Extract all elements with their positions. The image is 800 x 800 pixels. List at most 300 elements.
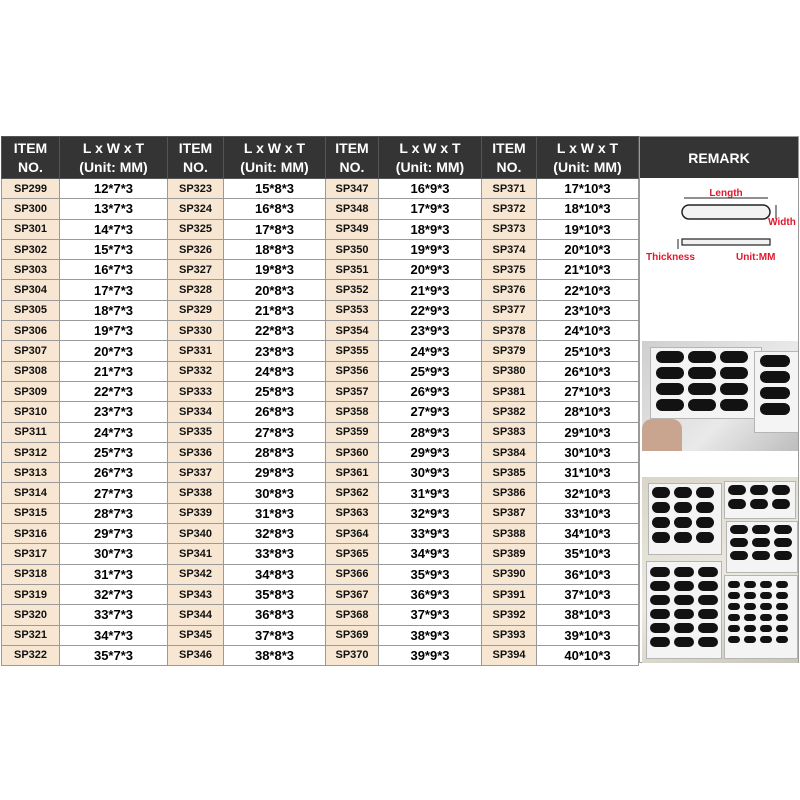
header-dim-line1: L x W x T [82,139,145,156]
item-number-cell: SP318 [2,564,60,584]
item-number-cell: SP349 [326,219,379,239]
item-number-cell: SP375 [482,260,537,280]
foam-pad [696,502,714,513]
header-dim-line2: (Unit: MM) [395,158,465,175]
header-dim-line2: (Unit: MM) [553,158,622,175]
remark-column [639,136,799,663]
dimension-cell: 35*8*3 [224,584,326,604]
foam-pad [674,637,694,647]
dimension-cell: 31*10*3 [537,463,639,483]
dimension-cell: 25*10*3 [537,341,639,361]
item-number-cell: SP340 [168,524,224,544]
item-number-cell: SP376 [482,280,537,300]
foam-pad [728,581,740,588]
foam-pad [760,636,772,643]
item-number-cell: SP370 [326,645,379,665]
foam-pad [674,487,692,498]
item-number-cell: SP384 [482,442,537,462]
dimension-cell: 39*10*3 [537,625,639,645]
item-number-cell: SP312 [2,442,60,462]
item-number-cell: SP307 [2,341,60,361]
dimension-cell: 23*8*3 [224,341,326,361]
item-number-cell: SP317 [2,544,60,564]
dimension-cell: 15*7*3 [60,239,168,259]
foam-pad [744,603,756,610]
item-number-cell: SP385 [482,463,537,483]
foam-pad [652,487,670,498]
foam-pad [728,625,740,632]
item-number-cell: SP360 [326,442,379,462]
dimension-cell: 20*7*3 [60,341,168,361]
table-row [2,483,639,503]
table-row [2,280,639,300]
dimension-cell: 17*10*3 [537,179,639,199]
dimension-cell: 20*9*3 [379,260,482,280]
foam-pad [760,614,772,621]
foam-pad [760,355,790,367]
foam-pad [772,485,790,495]
item-number-cell: SP363 [326,503,379,523]
foam-pad [728,592,740,599]
item-number-cell: SP328 [168,280,224,300]
item-number-cell: SP350 [326,239,379,259]
hand-shape [642,419,682,451]
header-item-line1: ITEM [178,139,213,156]
item-number-cell: SP324 [168,199,224,219]
table-row [2,321,639,341]
item-number-cell: SP300 [2,199,60,219]
dimension-cell: 32*8*3 [224,524,326,544]
dimension-cell: 22*9*3 [379,300,482,320]
header-dimensions [60,137,168,179]
table-row [2,381,639,401]
header-item-line2: NO. [496,158,522,175]
table-row [2,503,639,523]
item-number-cell: SP391 [482,584,537,604]
item-number-cell: SP394 [482,645,537,665]
foam-pad [674,502,692,513]
table-row [2,239,639,259]
item-number-cell: SP365 [326,544,379,564]
foam-pad [752,551,770,560]
dimension-cell: 30*10*3 [537,442,639,462]
item-number-cell: SP309 [2,381,60,401]
dimension-cell: 20*10*3 [537,239,639,259]
foam-pad [696,487,714,498]
header-item-line1: ITEM [335,139,369,156]
remark-header: REMARK [640,137,798,178]
item-number-cell: SP315 [2,503,60,523]
thickness-label: Thickness [646,252,695,263]
dimension-cell: 35*10*3 [537,544,639,564]
foam-pad [652,502,670,513]
foam-pad [744,592,756,599]
dimension-cell: 37*9*3 [379,605,482,625]
foam-pad [728,614,740,621]
table-row [2,605,639,625]
item-number-cell: SP329 [168,300,224,320]
dimension-cell: 18*9*3 [379,219,482,239]
dimension-cell: 37*8*3 [224,625,326,645]
header-item-no [168,137,224,179]
table-row [2,300,639,320]
dimension-cell: 18*7*3 [60,300,168,320]
item-number-cell: SP356 [326,361,379,381]
dimension-cell: 34*7*3 [60,625,168,645]
foam-pad [650,609,670,619]
item-number-cell: SP380 [482,361,537,381]
foam-pad [776,581,788,588]
item-number-cell: SP331 [168,341,224,361]
dimension-cell: 36*9*3 [379,584,482,604]
foam-pad [774,551,792,560]
dimension-cell: 20*8*3 [224,280,326,300]
foam-pad [776,636,788,643]
dimension-cell: 16*7*3 [60,260,168,280]
foam-pad [674,567,694,577]
dimension-cell: 25*9*3 [379,361,482,381]
item-number-cell: SP387 [482,503,537,523]
foam-pad [728,499,746,509]
dimension-cell: 27*7*3 [60,483,168,503]
header-dim-line1: L x W x T [399,139,461,156]
table-row [2,219,639,239]
item-number-cell: SP334 [168,402,224,422]
foam-pad [720,351,748,363]
dimension-cell: 26*8*3 [224,402,326,422]
table-header-row [2,137,639,179]
item-number-cell: SP373 [482,219,537,239]
item-number-cell: SP366 [326,564,379,584]
item-number-cell: SP326 [168,239,224,259]
item-number-cell: SP348 [326,199,379,219]
dimension-cell: 29*10*3 [537,422,639,442]
foam-pad [752,525,770,534]
table-row [2,564,639,584]
dimension-cell: 33*10*3 [537,503,639,523]
foam-pad [760,625,772,632]
foam-pad [774,538,792,547]
item-number-cell: SP341 [168,544,224,564]
dimension-cell: 40*10*3 [537,645,639,665]
dimension-cell: 28*7*3 [60,503,168,523]
dimension-cell: 30*8*3 [224,483,326,503]
foam-pad [696,517,714,528]
item-number-cell: SP322 [2,645,60,665]
foam-pad [650,581,670,591]
foam-pad [730,551,748,560]
item-number-cell: SP386 [482,483,537,503]
foam-pad [720,399,748,411]
foam-pad [760,592,772,599]
table-row [2,442,639,462]
foam-pad [776,614,788,621]
item-number-cell: SP338 [168,483,224,503]
table-row [2,625,639,645]
item-number-cell: SP303 [2,260,60,280]
header-item-line2: NO. [183,158,208,175]
foam-pad [760,387,790,399]
foam-pad [650,623,670,633]
item-number-cell: SP337 [168,463,224,483]
header-item-no [2,137,60,179]
item-number-cell: SP333 [168,381,224,401]
foam-pad [656,351,684,363]
dimension-cell: 29*8*3 [224,463,326,483]
header-item-no [326,137,379,179]
dimension-cell: 24*7*3 [60,422,168,442]
item-number-cell: SP311 [2,422,60,442]
item-number-cell: SP339 [168,503,224,523]
item-number-cell: SP316 [2,524,60,544]
header-dimensions [537,137,639,179]
foam-pad [688,367,716,379]
item-number-cell: SP304 [2,280,60,300]
foam-pad [656,367,684,379]
dimension-cell: 30*9*3 [379,463,482,483]
dimension-cell: 28*9*3 [379,422,482,442]
foam-pad [744,581,756,588]
dimension-cell: 16*8*3 [224,199,326,219]
table-row [2,422,639,442]
item-number-cell: SP371 [482,179,537,199]
item-number-cell: SP321 [2,625,60,645]
item-number-cell: SP327 [168,260,224,280]
foam-pad [760,603,772,610]
dimension-cell: 25*8*3 [224,381,326,401]
header-item-line2: NO. [339,158,365,175]
foam-pad [698,637,718,647]
item-number-cell: SP382 [482,402,537,422]
foam-pad [652,517,670,528]
item-number-cell: SP361 [326,463,379,483]
foam-pad [776,603,788,610]
dimension-cell: 35*9*3 [379,564,482,584]
dimension-cell: 32*9*3 [379,503,482,523]
dimension-cell: 32*7*3 [60,584,168,604]
foam-pad [698,595,718,605]
foam-pad [656,383,684,395]
foam-pad [688,351,716,363]
foam-pad [720,383,748,395]
dimension-cell: 29*9*3 [379,442,482,462]
dimension-cell: 28*10*3 [537,402,639,422]
table-row [2,463,639,483]
foam-pad [730,525,748,534]
item-number-cell: SP336 [168,442,224,462]
dimension-cell: 19*10*3 [537,219,639,239]
foam-pad [760,371,790,383]
dimension-cell: 27*10*3 [537,381,639,401]
item-number-cell: SP342 [168,564,224,584]
header-dimensions [224,137,326,179]
item-number-cell: SP320 [2,605,60,625]
dimension-cell: 19*9*3 [379,239,482,259]
foam-pad [776,592,788,599]
item-number-cell: SP372 [482,199,537,219]
table-row [2,260,639,280]
item-number-cell: SP393 [482,625,537,645]
foam-pad [744,625,756,632]
product-photo-pad-sheets [642,477,798,663]
item-number-cell: SP364 [326,524,379,544]
item-number-cell: SP345 [168,625,224,645]
foam-pad [750,499,768,509]
table-row [2,402,639,422]
item-number-cell: SP347 [326,179,379,199]
dimension-cell: 31*8*3 [224,503,326,523]
foam-pad [774,525,792,534]
foam-pad [744,614,756,621]
dimension-cell: 36*10*3 [537,564,639,584]
dimension-cell: 12*7*3 [60,179,168,199]
dimension-cell: 34*8*3 [224,564,326,584]
header-dimensions [379,137,482,179]
foam-pad [744,636,756,643]
dimension-cell: 27*9*3 [379,402,482,422]
dimension-cell: 18*8*3 [224,239,326,259]
dimension-cell: 33*9*3 [379,524,482,544]
item-number-cell: SP383 [482,422,537,442]
foam-pad [674,623,694,633]
dimension-cell: 32*10*3 [537,483,639,503]
length-label: Length [709,188,743,199]
table-row [2,179,639,199]
table-row [2,645,639,665]
dimension-cell: 36*8*3 [224,605,326,625]
header-dim-line2: (Unit: MM) [240,158,309,175]
item-number-cell: SP389 [482,544,537,564]
table-row [2,584,639,604]
dimension-cell: 17*9*3 [379,199,482,219]
item-number-cell: SP357 [326,381,379,401]
pad-side-outline [682,239,770,245]
item-number-cell: SP301 [2,219,60,239]
dimension-cell: 39*9*3 [379,645,482,665]
table-row [2,361,639,381]
foam-pad [696,532,714,543]
foam-pad [776,625,788,632]
dimension-cell: 33*7*3 [60,605,168,625]
dimension-cell: 18*10*3 [537,199,639,219]
foam-pad [674,517,692,528]
table-row [2,544,639,564]
item-number-cell: SP335 [168,422,224,442]
item-number-cell: SP313 [2,463,60,483]
item-number-cell: SP310 [2,402,60,422]
header-dim-line1: L x W x T [243,139,306,156]
dimension-cell: 21*10*3 [537,260,639,280]
dimension-cell: 33*8*3 [224,544,326,564]
dimension-cell: 23*7*3 [60,402,168,422]
foam-pad [656,399,684,411]
item-number-cell: SP319 [2,584,60,604]
item-number-cell: SP358 [326,402,379,422]
dimension-cell: 24*10*3 [537,321,639,341]
foam-pad [698,609,718,619]
foam-pad [688,399,716,411]
dimension-cell: 28*8*3 [224,442,326,462]
item-number-cell: SP344 [168,605,224,625]
dimension-cell: 29*7*3 [60,524,168,544]
item-number-cell: SP352 [326,280,379,300]
dimension-cell: 30*7*3 [60,544,168,564]
item-number-cell: SP381 [482,381,537,401]
dimension-cell: 19*8*3 [224,260,326,280]
header-item-line2: NO. [18,158,43,175]
foam-pad [730,538,748,547]
dimension-cell: 21*7*3 [60,361,168,381]
item-number-cell: SP374 [482,239,537,259]
dimension-cell: 27*8*3 [224,422,326,442]
item-number-cell: SP323 [168,179,224,199]
dimension-cell: 35*7*3 [60,645,168,665]
item-number-cell: SP390 [482,564,537,584]
item-number-cell: SP378 [482,321,537,341]
table-row [2,341,639,361]
header-dim-line1: L x W x T [556,139,619,156]
size-table [1,136,639,666]
item-number-cell: SP299 [2,179,60,199]
item-number-cell: SP351 [326,260,379,280]
foam-pad [728,603,740,610]
foam-pad [760,581,772,588]
dimension-cell: 21*9*3 [379,280,482,300]
table-row [2,524,639,544]
foam-pad [650,637,670,647]
item-number-cell: SP305 [2,300,60,320]
item-number-cell: SP346 [168,645,224,665]
item-number-cell: SP325 [168,219,224,239]
dimension-cell: 31*7*3 [60,564,168,584]
dimension-cell: 22*10*3 [537,280,639,300]
dimension-cell: 24*8*3 [224,361,326,381]
item-number-cell: SP355 [326,341,379,361]
dimension-cell: 34*9*3 [379,544,482,564]
product-photo-pads-on-sheet [642,341,798,451]
header-dim-line2: (Unit: MM) [79,158,148,175]
dimension-cell: 26*10*3 [537,361,639,381]
foam-pad [674,581,694,591]
dimension-cell: 38*9*3 [379,625,482,645]
foam-pad [720,367,748,379]
item-number-cell: SP369 [326,625,379,645]
item-number-cell: SP388 [482,524,537,544]
dimension-cell: 19*7*3 [60,321,168,341]
dimension-cell: 37*10*3 [537,584,639,604]
foam-pad [752,538,770,547]
header-item-no [482,137,537,179]
foam-pad [728,485,746,495]
foam-pad [674,595,694,605]
dimension-cell: 26*9*3 [379,381,482,401]
dimension-cell: 22*8*3 [224,321,326,341]
foam-pad [728,636,740,643]
foam-pad [650,595,670,605]
dimension-cell: 31*9*3 [379,483,482,503]
dimension-cell: 17*7*3 [60,280,168,300]
dimension-cell: 34*10*3 [537,524,639,544]
foam-pad [698,581,718,591]
foam-pad [650,567,670,577]
dimension-cell: 14*7*3 [60,219,168,239]
dimension-cell: 16*9*3 [379,179,482,199]
table-row [2,199,639,219]
dimension-cell: 22*7*3 [60,381,168,401]
foam-pad [674,532,692,543]
item-number-cell: SP367 [326,584,379,604]
item-number-cell: SP330 [168,321,224,341]
